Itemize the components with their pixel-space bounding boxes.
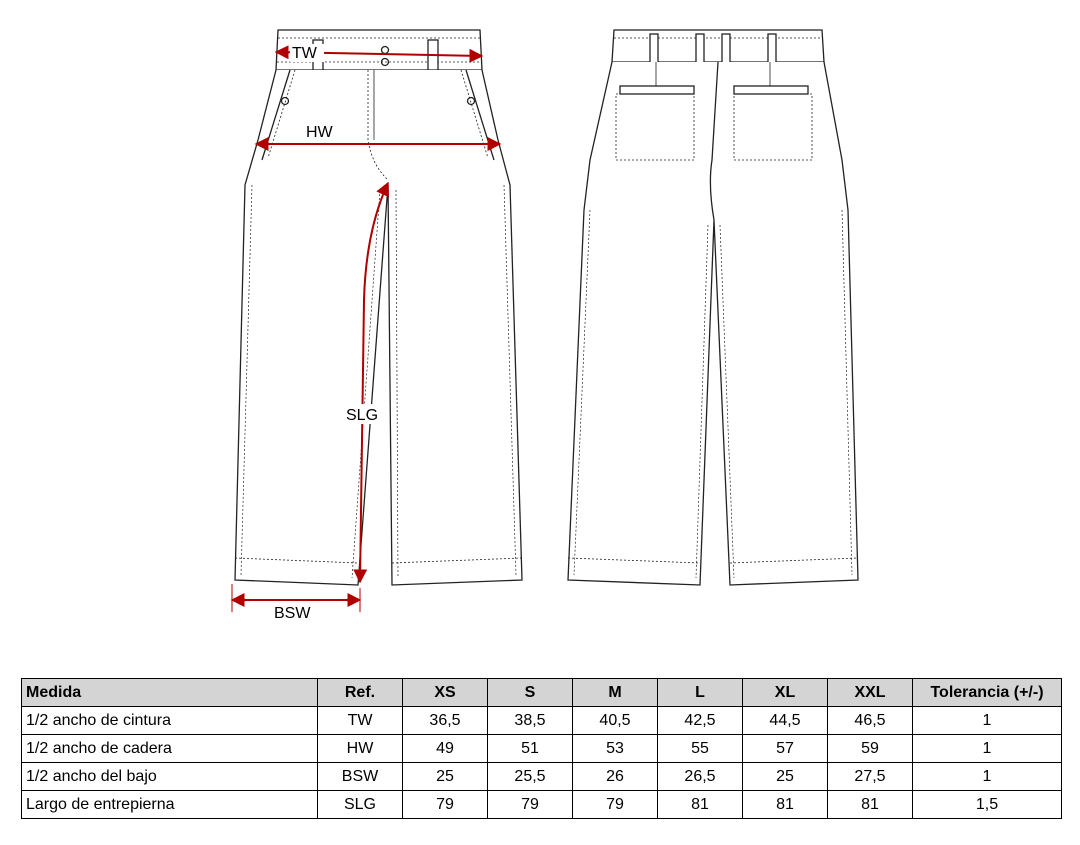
table-row xyxy=(22,791,1062,819)
col-header-l: L xyxy=(658,679,743,707)
col-header-xs: XS xyxy=(403,679,488,707)
bsw-label: BSW xyxy=(274,605,311,622)
cell-l: 81 xyxy=(658,791,743,819)
cell-s: 51 xyxy=(488,735,573,763)
cell-xxl: 81 xyxy=(828,791,913,819)
cell-ref: HW xyxy=(318,735,403,763)
cell-xxl: 27,5 xyxy=(828,763,913,791)
cell-xxl: 59 xyxy=(828,735,913,763)
cell-tolerancia: 1 xyxy=(913,763,1062,791)
slg-label: SLG xyxy=(346,407,379,424)
cell-xs: 36,5 xyxy=(403,707,488,735)
cell-xl: 44,5 xyxy=(743,707,828,735)
cell-xs: 79 xyxy=(403,791,488,819)
cell-medida: 1/2 ancho del bajo xyxy=(22,763,318,791)
cell-medida: Largo de entrepierna xyxy=(22,791,318,819)
cell-xl: 25 xyxy=(743,763,828,791)
cell-tolerancia: 1 xyxy=(913,707,1062,735)
cell-tolerancia: 1 xyxy=(913,735,1062,763)
table-row xyxy=(22,735,1062,763)
table-row xyxy=(22,707,1062,735)
cell-xl: 81 xyxy=(743,791,828,819)
cell-s: 38,5 xyxy=(488,707,573,735)
cell-l: 42,5 xyxy=(658,707,743,735)
cell-s: 79 xyxy=(488,791,573,819)
col-header-ref: Ref. xyxy=(318,679,403,707)
cell-ref: SLG xyxy=(318,791,403,819)
cell-xxl: 46,5 xyxy=(828,707,913,735)
cell-l: 55 xyxy=(658,735,743,763)
tw-label: TW xyxy=(292,45,317,62)
table-header-row xyxy=(22,679,1062,707)
cell-medida: 1/2 ancho de cadera xyxy=(22,735,318,763)
col-header-s: S xyxy=(488,679,573,707)
cell-l: 26,5 xyxy=(658,763,743,791)
cell-xl: 57 xyxy=(743,735,828,763)
cell-xs: 49 xyxy=(403,735,488,763)
col-header-xxl: XXL xyxy=(828,679,913,707)
cell-m: 53 xyxy=(573,735,658,763)
cell-s: 25,5 xyxy=(488,763,573,791)
cell-tolerancia: 1,5 xyxy=(913,791,1062,819)
cell-m: 40,5 xyxy=(573,707,658,735)
hw-label: HW xyxy=(306,124,333,141)
size-spec-table xyxy=(21,678,1062,819)
cell-ref: TW xyxy=(318,707,403,735)
back-view-pants xyxy=(568,30,858,585)
front-view-pants xyxy=(235,30,522,585)
cell-medida: 1/2 ancho de cintura xyxy=(22,707,318,735)
cell-ref: BSW xyxy=(318,763,403,791)
col-header-medida: Medida xyxy=(22,679,318,707)
col-header-tolerancia: Tolerancia (+/-) xyxy=(913,679,1062,707)
col-header-m: M xyxy=(573,679,658,707)
cell-xs: 25 xyxy=(403,763,488,791)
cell-m: 79 xyxy=(573,791,658,819)
cell-m: 26 xyxy=(573,763,658,791)
table-row xyxy=(22,763,1062,791)
col-header-xl: XL xyxy=(743,679,828,707)
